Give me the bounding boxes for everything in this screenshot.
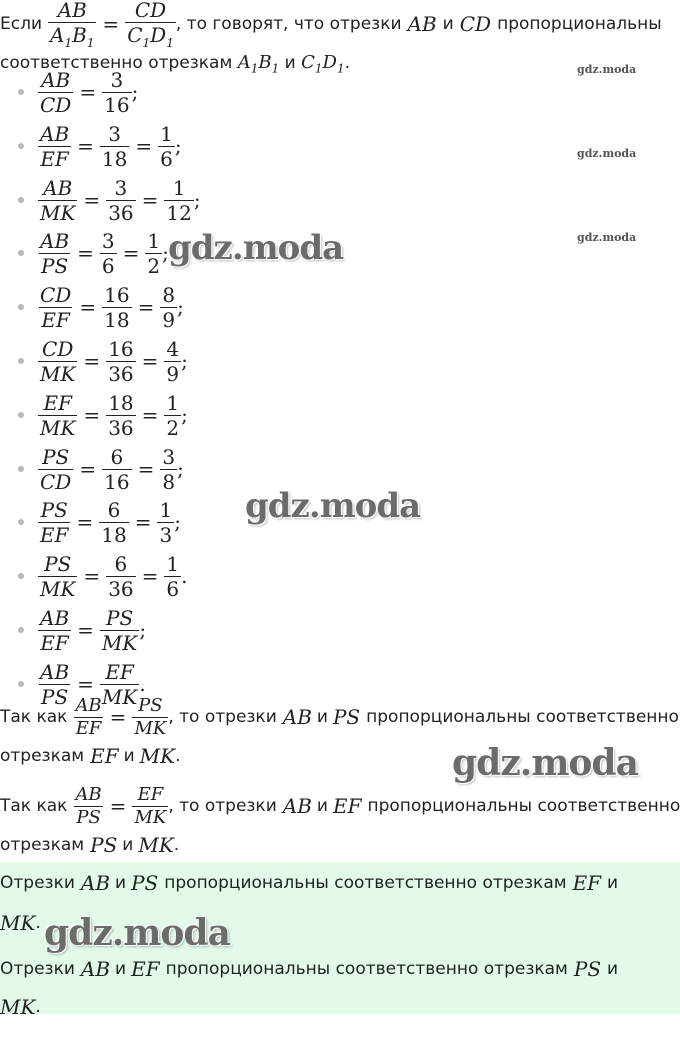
bullet-icon [18,197,24,203]
ratio-expression [38,66,138,118]
punctuation: ; [181,403,188,427]
list-item [0,174,680,226]
fraction: $\frac{6}{18}$ [101,497,127,547]
bullet-icon [18,89,24,95]
fraction: $\frac{1}{12}$ [166,175,192,225]
ratio-expression [38,120,182,172]
equals-sign: = [141,564,159,588]
watermark-small-2: gdz.moda [577,147,637,160]
intro-line-2: соответственно отрезкам $A_1B_1$ и $C_1D_1$. [0,52,351,76]
punctuation: ; [162,241,169,265]
punctuation: ; [181,349,188,373]
fraction: $\frac{3}{6}$ [101,228,115,278]
watermark-large-2: gdz.moda [245,486,421,526]
watermark-small-1: gdz.moda [577,63,637,76]
fraction: $\frac{1}{6}$ [160,121,173,171]
punctuation: ; [193,188,201,212]
intro-equals: = [102,12,120,36]
equals-sign: = [76,510,94,534]
list-item [0,604,680,656]
equals-sign: = [77,672,94,696]
ratio-expression [38,335,188,387]
answer-box: Отрезки AB и PS пропорциональны соответственно отрезкам EF и MK . Отрезки AB и EF пропорциональны соответственно отрезкам PS и MK . [0,862,680,1014]
fraction: $\frac{AB}{EF}$ [40,605,70,655]
equals-sign: = [77,241,94,265]
equals-sign: = [141,403,159,427]
fraction: $\frac{AB}{MK}$ [40,175,76,225]
fraction: $\frac{AB}{PS}$ [40,659,70,709]
punctuation: . [181,564,188,588]
fraction: $\frac{1}{3}$ [159,497,173,547]
punctuation: ; [174,134,182,158]
fraction: $\frac{AB}{CD}$ [40,67,72,117]
equals-sign: = [135,134,153,158]
fraction: $\frac{PS}{MK}$ [101,605,138,655]
intro-seg-cd: CD [459,12,492,36]
ratio-expression [38,443,184,495]
list-item [0,335,680,387]
bullet-icon [18,412,24,418]
list-item [0,120,680,172]
equals-sign: = [83,564,101,588]
fraction: $\frac{PS}{EF}$ [40,497,69,547]
bullet-icon [18,466,24,472]
equals-sign: = [122,241,140,265]
intro-fraction-2: $\frac{CD}{C_1D_1}$ [127,0,174,50]
ratio-expression [38,174,201,226]
fraction: $\frac{6}{36}$ [108,551,134,601]
fraction: $\frac{18}{36}$ [108,390,134,440]
punctuation: ; [177,295,184,319]
fraction: $\frac{EF}{MK}$ [101,659,138,709]
fraction: $\frac{CD}{EF}$ [40,282,72,332]
list-item [0,550,680,602]
intro-seg-ab: AB [407,12,437,36]
fraction: $\frac{1}{2}$ [166,390,180,440]
list-item [0,389,680,441]
fraction: $\frac{PS}{MK}$ [40,551,76,601]
fraction: $\frac{1}{6}$ [166,551,180,601]
bullet-icon [18,681,24,687]
punctuation: . [139,672,146,696]
bullet-icon [18,250,24,256]
intro-fraction-1: $\frac{AB}{A_1B_1}$ [50,0,95,50]
equals-sign: = [141,188,159,212]
intro-text: , то говорят, что отрезки [175,13,402,34]
fraction: $\frac{6}{16}$ [104,444,130,494]
watermark-small-3: gdz.moda [577,231,637,244]
bullet-icon [18,573,24,579]
fraction: $\frac{8}{9}$ [162,282,176,332]
bullet-icon [18,519,24,525]
fraction: $\frac{EF}{MK}$ [40,390,76,440]
intro-suffix: пропорциональны [497,13,662,34]
fraction: $\frac{4}{9}$ [166,336,180,386]
bullet-icon [18,304,24,310]
fraction: $\frac{3}{36}$ [108,175,134,225]
equals-sign: = [83,188,101,212]
ratio-expression [38,281,184,333]
punctuation: ; [177,457,184,481]
equals-sign: = [137,295,155,319]
ratio-expression [38,389,188,441]
equals-sign: = [79,295,97,319]
ratio-expression [38,227,169,279]
fraction: $\frac{AB}{EF}$ [40,121,70,171]
ratio-expression [38,550,188,602]
equals-sign: = [83,403,101,427]
fraction: $\frac{3}{16}$ [104,67,130,117]
fraction: $\frac{16}{18}$ [104,282,130,332]
bullet-icon [18,143,24,149]
fraction: $\frac{16}{36}$ [108,336,134,386]
fraction: $\frac{CD}{MK}$ [40,336,76,386]
equals-sign: = [141,349,159,373]
equals-sign: = [79,457,97,481]
ratio-expression [38,604,146,656]
punctuation: ; [174,510,181,534]
fraction: $\frac{PS}{CD}$ [40,444,72,494]
equals-sign: = [134,510,152,534]
list-item [0,281,680,333]
equals-sign: = [77,618,94,642]
watermark-large-1: gdz.moda [168,228,344,268]
equals-sign: = [137,457,155,481]
bullet-icon [18,627,24,633]
bullet-icon [18,358,24,364]
intro-and: и [442,13,454,34]
ratio-expression [38,496,181,548]
fraction: $\frac{AB}{PS}$ [40,228,70,278]
punctuation: ; [139,618,147,642]
equals-sign: = [83,349,101,373]
punctuation: ; [131,80,139,104]
equals-sign: = [77,134,94,158]
fraction: $\frac{3}{8}$ [162,444,176,494]
intro-prefix: Если [0,13,43,34]
fraction: $\frac{1}{2}$ [147,228,161,278]
watermark-large-4: gdz.moda [44,912,230,954]
equals-sign: = [79,80,97,104]
fraction: $\frac{3}{18}$ [101,121,128,171]
watermark-large-3: gdz.moda [452,742,638,784]
